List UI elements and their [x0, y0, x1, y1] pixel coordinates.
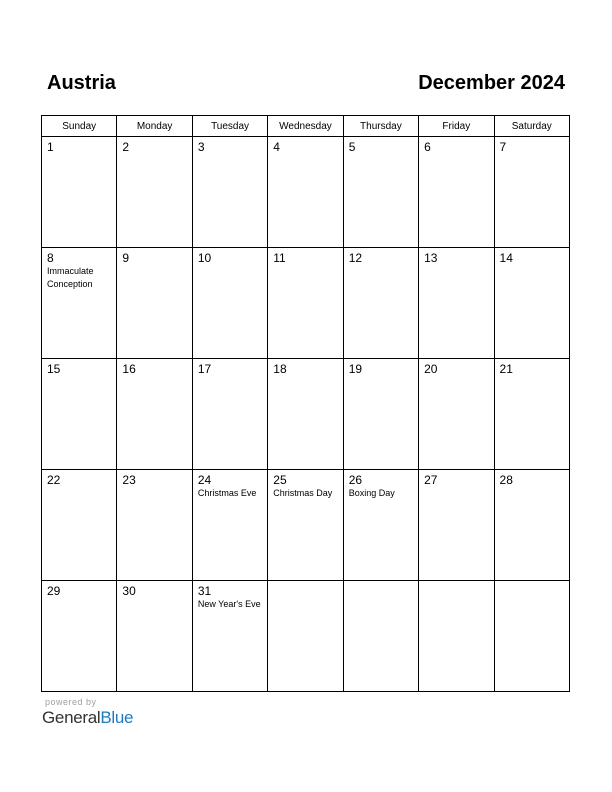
- weekday-header-row: [42, 116, 570, 137]
- day-number: 5: [348, 140, 356, 154]
- day-number: 9: [122, 251, 130, 265]
- day-cell: [42, 581, 117, 692]
- holiday-label: New Year's Eve: [197, 599, 261, 609]
- holiday-label: Boxing Day: [348, 488, 395, 498]
- day-number: 13: [424, 251, 438, 265]
- day-cell: [268, 359, 343, 470]
- day-cell-empty: [343, 581, 418, 692]
- day-cell: [42, 470, 117, 581]
- day-cell: [42, 137, 117, 248]
- day-cell: [117, 248, 192, 359]
- day-number: 11: [273, 251, 286, 265]
- country-title: Austria: [47, 72, 116, 94]
- weekday-header-saturday: Saturday: [494, 116, 569, 137]
- week-row: [42, 359, 570, 470]
- day-cell: [494, 359, 569, 470]
- day-cell: [192, 581, 267, 692]
- day-cell: [192, 470, 267, 581]
- day-cell: [419, 470, 494, 581]
- day-number: 31: [197, 584, 212, 598]
- day-number: 26: [348, 473, 363, 487]
- weekday-header-wednesday: Wednesday: [268, 116, 343, 137]
- day-cell: [419, 137, 494, 248]
- day-cell: [268, 470, 343, 581]
- day-cell: [192, 248, 267, 359]
- day-cell-empty: [419, 581, 494, 692]
- week-row: [42, 470, 570, 581]
- day-number: 1: [47, 140, 54, 154]
- day-cell: [343, 248, 418, 359]
- day-number: 3: [197, 140, 205, 154]
- week-row: [42, 581, 570, 692]
- day-number: 20: [424, 362, 438, 376]
- week-row: [42, 248, 570, 359]
- calendar-grid: [41, 115, 570, 692]
- day-cell: [268, 137, 343, 248]
- day-cell: [117, 137, 192, 248]
- day-number: [268, 581, 342, 584]
- weekday-header-tuesday: Tuesday: [192, 116, 267, 137]
- day-cell: [494, 470, 569, 581]
- day-number: 16: [122, 362, 136, 376]
- day-cell: [42, 248, 117, 359]
- day-cell: [117, 470, 192, 581]
- week-row: [42, 137, 570, 248]
- day-number: 30: [122, 584, 136, 598]
- day-number: 14: [499, 251, 513, 265]
- day-number: 21: [499, 362, 513, 376]
- day-number: 8: [47, 251, 54, 265]
- day-number: 23: [122, 473, 136, 487]
- day-cell: [192, 359, 267, 470]
- day-number: 7: [499, 140, 507, 154]
- day-cell: [42, 359, 117, 470]
- day-number: 4: [273, 140, 280, 154]
- weekday-header-thursday: Thursday: [343, 116, 418, 137]
- day-number: 15: [47, 362, 61, 376]
- day-number: 28: [499, 473, 513, 487]
- holiday-label: Christmas Day: [273, 488, 333, 498]
- day-number: [495, 581, 569, 584]
- day-number: 2: [122, 140, 130, 154]
- day-cell: [343, 470, 418, 581]
- day-number: 27: [424, 473, 438, 487]
- day-number: 25: [273, 473, 287, 487]
- month-year-title: December 2024: [418, 72, 565, 94]
- day-number: 24: [197, 473, 212, 487]
- footer-branding: [42, 697, 133, 728]
- day-cell: [192, 137, 267, 248]
- day-number: 19: [348, 362, 363, 376]
- day-number: 12: [348, 251, 363, 265]
- day-cell: [117, 359, 192, 470]
- day-number: 10: [197, 251, 212, 265]
- day-cell-empty: [494, 581, 569, 692]
- day-cell: [343, 137, 418, 248]
- holiday-label: Immaculate Conception: [47, 266, 94, 289]
- weekday-header-friday: Friday: [419, 116, 494, 137]
- day-cell: [343, 359, 418, 470]
- day-number: 29: [47, 584, 61, 598]
- day-cell: [494, 137, 569, 248]
- powered-by-text: powered by: [45, 697, 97, 707]
- brand-blue-text: Blue: [100, 708, 134, 727]
- brand-general-text: General: [42, 708, 101, 727]
- day-number: 6: [424, 140, 431, 154]
- generalblue-logo[interactable]: [42, 708, 133, 728]
- day-cell: [494, 248, 569, 359]
- day-number: [419, 581, 493, 584]
- weekday-header-monday: Monday: [117, 116, 192, 137]
- holiday-label: Christmas Eve: [197, 488, 257, 498]
- weekday-header-sunday: Sunday: [42, 116, 117, 137]
- day-number: 18: [273, 362, 287, 376]
- day-number: 22: [47, 473, 61, 487]
- day-cell: [268, 248, 343, 359]
- day-cell: [419, 248, 494, 359]
- day-cell: [117, 581, 192, 692]
- day-number: [344, 581, 418, 584]
- day-cell-empty: [268, 581, 343, 692]
- day-number: 17: [197, 362, 212, 376]
- day-cell: [419, 359, 494, 470]
